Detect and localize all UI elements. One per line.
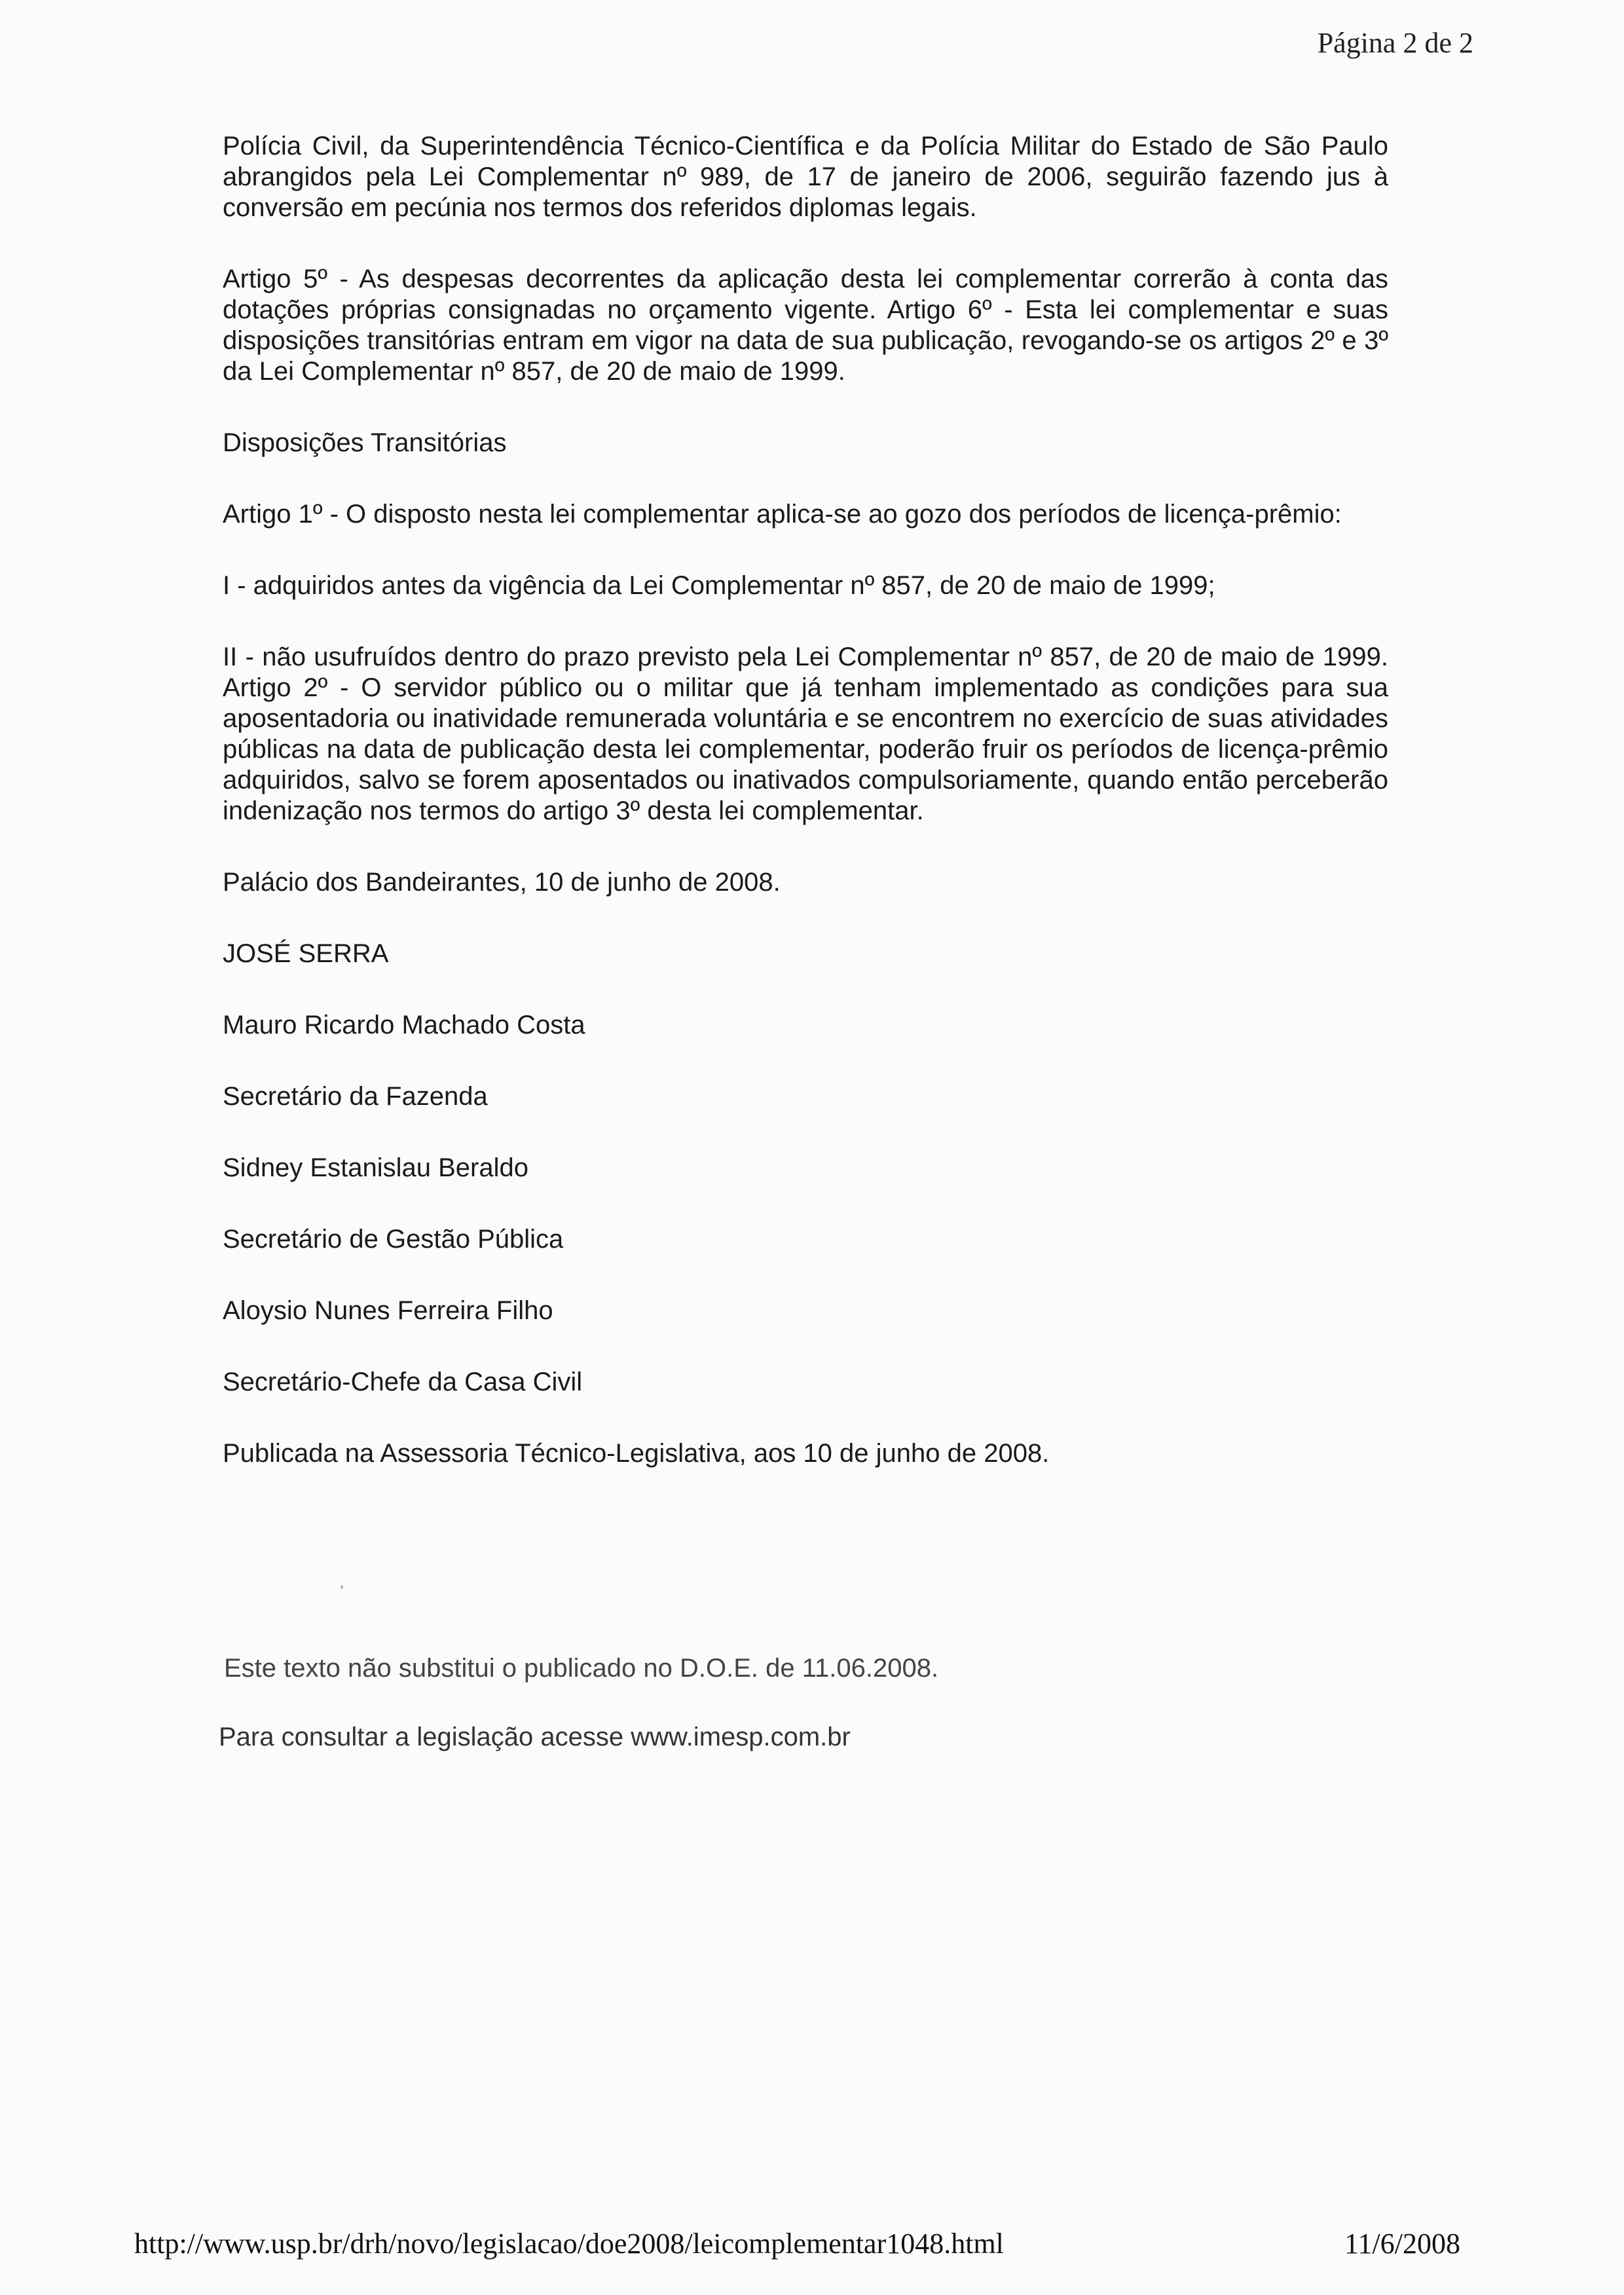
- signatory-name: Sidney Estanislau Beraldo: [223, 1153, 528, 1182]
- signatory-title: Secretário-Chefe da Casa Civil: [223, 1368, 583, 1396]
- paragraph-continuation: Polícia Civil, da Superintendência Técnico-Científica e da Polícia Militar do Estado de São Paulo abrangidos pela Lei Complementar nº 989, de 17 de janeiro de 2006, seguirão fazendo jus à conversão em pecúnia nos termos dos referidos diplomas legais.: [223, 132, 1388, 222]
- paragraph-artigo-5-6: Artigo 5º - As despesas decorrentes da aplicação desta lei complementar correrão à conta das dotações próprias consignadas no orçamento vigente. Artigo 6º - Esta lei complementar e suas disposições transitórias entram em vigor na data de sua publicação, revogando-se os artigos 2º e 3º da Lei Complementar nº 857, de 20 de maio de 1999.: [223, 265, 1388, 386]
- signatory-title: Secretário de Gestão Pública: [223, 1225, 564, 1254]
- signatory-governor: JOSÉ SERRA: [223, 939, 389, 968]
- paragraph-artigo-1: Artigo 1º - O disposto nesta lei complementar aplica-se ao gozo dos períodos de licença-prêmio:: [223, 500, 1342, 529]
- signatory-name: Mauro Ricardo Machado Costa: [223, 1011, 585, 1039]
- publication-note: Publicada na Assessoria Técnico-Legislativa, aos 10 de junho de 2008.: [223, 1439, 1050, 1468]
- list-item-ii: II - não usufruídos dentro do prazo previsto pela Lei Complementar nº 857, de 20 de maio de 1999. Artigo 2º - O servidor público ou o militar que já tenham implementado as condições para sua aposentadoria ou inatividade remunerada voluntária e se encontrem no exercício de suas atividades públicas na data de publicação desta lei complementar, poderão fruir os períodos de licença-prêmio adquiridos, salvo se forem aposentados ou inativados compulsoriamente, quando então perceberão indenização nos termos do artigo 3º desta lei complementar.: [223, 643, 1388, 825]
- page-number: Página 2 de 2: [1317, 27, 1473, 59]
- signatory-name: Aloysio Nunes Ferreira Filho: [223, 1296, 553, 1325]
- scan-speck: [341, 1585, 343, 1589]
- signatory-title: Secretário da Fazenda: [223, 1082, 488, 1111]
- document-body: [223, 131, 1388, 1469]
- heading-disposicoes-transitorias: Disposições Transitórias: [223, 428, 507, 457]
- list-item-i: I - adquiridos antes da vigência da Lei Complementar nº 857, de 20 de maio de 1999;: [223, 571, 1215, 600]
- footer-date: 11/6/2008: [1344, 2228, 1460, 2260]
- place-date: Palácio dos Bandeirantes, 10 de junho de 2008.: [223, 868, 781, 897]
- consult-note: Para consultar a legislação acesse www.imesp.com.br: [219, 1723, 851, 1751]
- disclaimer-note: Este texto não substitui o publicado no D.O.E. de 11.06.2008.: [224, 1654, 939, 1683]
- footer-url: http://www.usp.br/drh/novo/legislacao/doe2008/leicomplementar1048.html: [134, 2228, 1004, 2260]
